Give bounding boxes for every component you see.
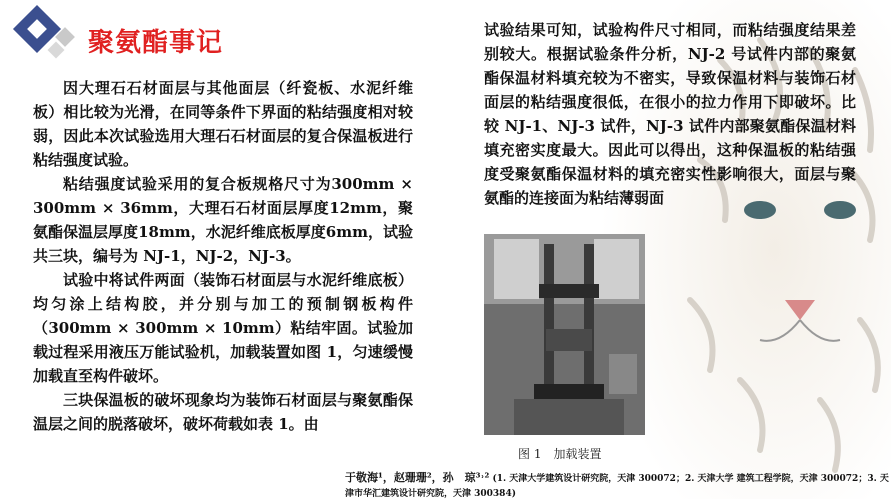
- logo-icon: [6, 4, 84, 64]
- paragraph: 试验中将试件两面（装饰石材面层与水泥纤维底板）均匀涂上结构胶，并分别与加工的预制钢板构件（300mm × 300mm × 10mm）粘结牢固。试验加载过程采用液压万能试验机，加载装置如图 1，匀速缓慢加载直至构件破坏。: [33, 271, 413, 385]
- right-column-text: [484, 18, 856, 210]
- figure-caption: 图 1 加载装置: [518, 447, 602, 461]
- loading-apparatus-photo: [484, 234, 645, 435]
- left-column-text: [33, 76, 413, 436]
- author-affiliations: (1. 天津大学建筑设计研究院，天津 300072；2. 天津大学 建筑工程学院，天津 300072；3. 天津市华汇建筑设计研究院，天津 300384): [345, 474, 889, 499]
- author-names: 于敬海¹，赵珊珊²，孙 琼³˒²: [345, 471, 490, 484]
- slide-title: 聚氨酯事记: [88, 28, 224, 58]
- paragraph: 试验结果可知，试验构件尺寸相同，而粘结强度结果差别较大。根据试验条件分析，NJ-2 号试件内部的聚氨酯保温材料填充较为不密实，导致保温材料与装饰石材面层的粘结强度很低，在很小的拉力作用下即破坏。比较 NJ-1、NJ-3 试件，NJ-3 试件内部聚氨酯保温材料填充密实度最大。因此可以得出，这种保温板的粘结强度受聚氨酯保温材料的填充密实性影响很大，面层与聚氨酯的连接面为粘结薄弱面: [484, 21, 856, 207]
- author-line: [345, 470, 890, 502]
- paragraph: 粘结强度试验采用的复合板规格尺寸为300mm × 300mm × 36mm，大理石石材面层厚度12mm，聚氨酯保温层厚度18mm，水泥纤维底板厚度6mm，试验共三块，编号为 NJ-1，NJ-2，NJ-3。: [33, 175, 413, 265]
- paragraph: 因大理石石材面层与其他面层（纤瓷板、水泥纤维板）相比较为光滑，在同等条件下界面的粘结强度相对较弱，因此本次试验选用大理石石材面层的复合保温板进行粘结强度试验。: [33, 79, 413, 169]
- paragraph: 三块保温板的破坏现象均为装饰石材面层与聚氨酯保温层之间的脱落破坏，破坏荷载如表 1。由: [33, 391, 413, 433]
